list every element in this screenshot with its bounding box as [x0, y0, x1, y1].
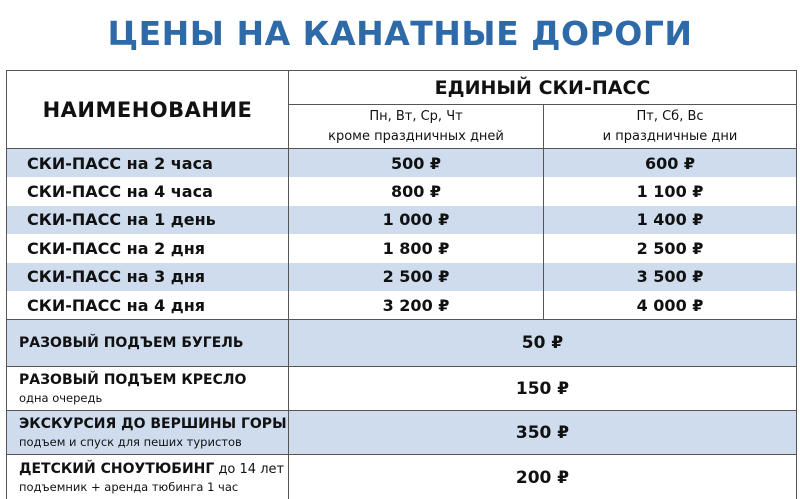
extra-service-row	[7, 367, 797, 411]
ski-pass-weekday-price: 500 ₽	[289, 149, 544, 178]
extra-service-price: 350 ₽	[289, 411, 797, 455]
ski-pass-name: СКИ-ПАСС на 3 дня	[7, 263, 289, 292]
header-pass-label: ЕДИНЫЙ СКИ-ПАСС	[289, 71, 797, 105]
ski-pass-row	[7, 234, 797, 263]
ski-pass-name: СКИ-ПАСС на 2 часа	[7, 149, 289, 178]
extra-service-note: подъем и спуск для пеших туристов	[19, 435, 242, 449]
ski-pass-weekend-price: 3 500 ₽	[544, 263, 797, 292]
extra-service-title-line	[19, 460, 288, 479]
ski-pass-weekend-price: 4 000 ₽	[544, 291, 797, 320]
header-row	[7, 71, 797, 105]
extra-service-title: ДЕТСКИЙ СНОУТЮБИНГ	[19, 461, 215, 477]
page-title: ЦЕНЫ НА КАНАТНЫЕ ДОРОГИ	[107, 14, 693, 53]
header-weekday-note: кроме праздничных дней	[328, 128, 504, 144]
extra-service-price: 150 ₽	[289, 367, 797, 411]
header-weekend-days: Пт, Сб, Вс	[636, 108, 704, 124]
extra-service-title: РАЗОВЫЙ ПОДЪЕМ КРЕСЛО	[19, 372, 247, 388]
ski-pass-name: СКИ-ПАСС на 4 дня	[7, 291, 289, 320]
extra-service-price: 50 ₽	[289, 320, 797, 367]
ski-pass-weekday-price: 2 500 ₽	[289, 263, 544, 292]
ski-pass-weekend-price: 1 100 ₽	[544, 177, 797, 206]
ski-pass-row	[7, 291, 797, 320]
ski-pass-weekday-price: 1 000 ₽	[289, 206, 544, 235]
ski-pass-name: СКИ-ПАСС на 4 часа	[7, 177, 289, 206]
ski-pass-row	[7, 177, 797, 206]
ski-pass-weekday-price: 1 800 ₽	[289, 234, 544, 263]
header-name-label: НАИМЕНОВАНИЕ	[7, 71, 289, 149]
header-weekday-days: Пн, Вт, Ср, Чт	[369, 108, 463, 124]
header-weekday	[289, 105, 544, 149]
extra-service-row	[7, 411, 797, 455]
price-table	[6, 70, 797, 499]
header-weekend-note: и праздничные дни	[602, 128, 738, 144]
extra-service-title: РАЗОВЫЙ ПОДЪЕМ БУГЕЛЬ	[19, 334, 244, 351]
extra-service-price: 200 ₽	[289, 455, 797, 499]
header-weekend	[544, 105, 797, 149]
ski-pass-weekend-price: 1 400 ₽	[544, 206, 797, 235]
extra-service-name	[7, 320, 289, 367]
extra-service-name	[7, 411, 289, 455]
ski-pass-name: СКИ-ПАСС на 1 день	[7, 206, 289, 235]
extra-service-row	[7, 455, 797, 499]
ski-pass-row	[7, 149, 797, 178]
extra-service-row	[7, 320, 797, 367]
ski-pass-name: СКИ-ПАСС на 2 дня	[7, 234, 289, 263]
extra-service-name	[7, 455, 289, 499]
extra-service-note: одна очередь	[19, 391, 103, 405]
ski-pass-row	[7, 206, 797, 235]
ski-pass-row	[7, 263, 797, 292]
extra-service-title: ЭКСКУРСИЯ ДО ВЕРШИНЫ ГОРЫ	[19, 416, 287, 432]
extra-service-note: подъемник + аренда тюбинга 1 час	[19, 480, 239, 494]
ski-pass-weekend-price: 2 500 ₽	[544, 234, 797, 263]
ski-pass-weekday-price: 800 ₽	[289, 177, 544, 206]
ski-pass-weekday-price: 3 200 ₽	[289, 291, 544, 320]
extra-service-age-limit: до 14 лет	[214, 462, 285, 477]
extra-service-name	[7, 367, 289, 411]
ski-pass-weekend-price: 600 ₽	[544, 149, 797, 178]
